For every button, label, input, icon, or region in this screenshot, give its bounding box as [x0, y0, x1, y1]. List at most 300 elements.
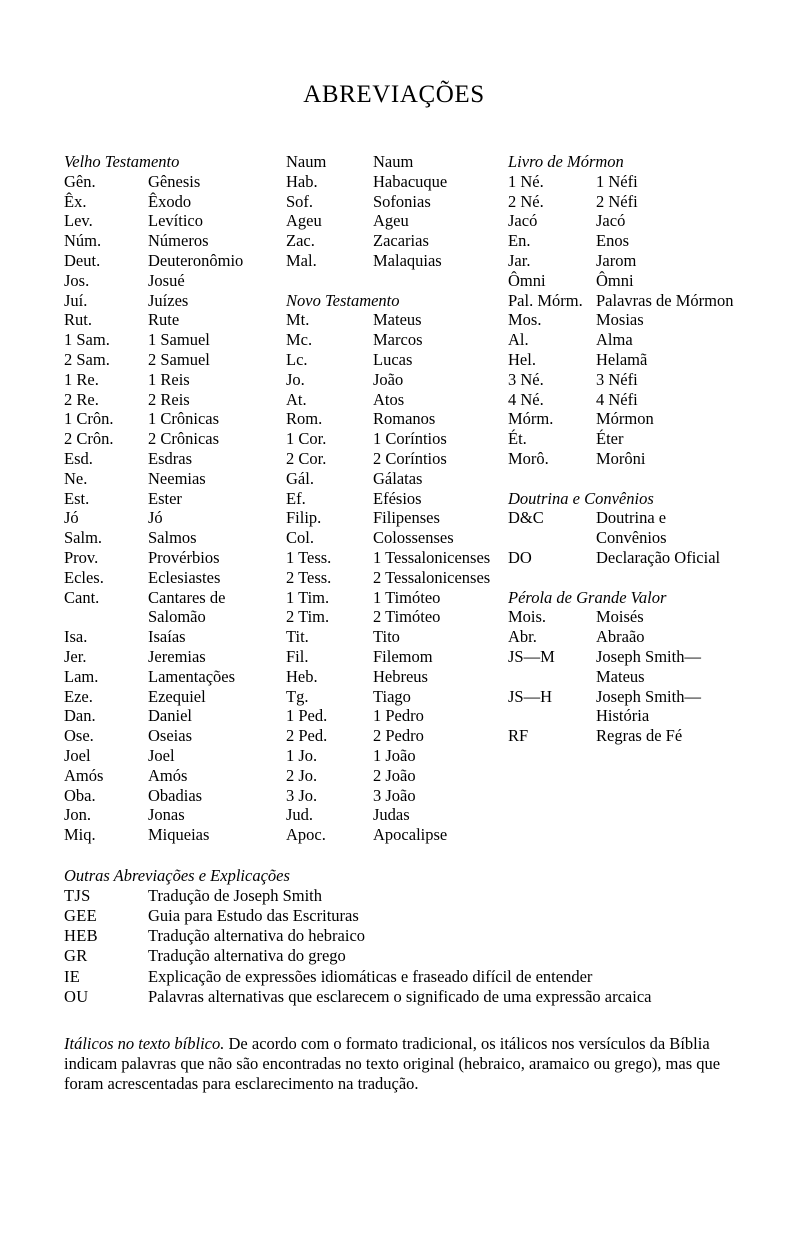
abbreviation-entry [64, 409, 286, 429]
abbreviation-short: 2 Tim. [286, 607, 330, 627]
abbreviation-short: Fil. [286, 646, 309, 666]
abbreviation-entry [286, 211, 508, 231]
abbreviation-full: Naum [373, 152, 414, 171]
abbreviation-entry [508, 251, 738, 271]
abbreviation-entry [64, 687, 286, 707]
abbreviation-short: Cant. [64, 587, 100, 607]
abbreviation-full: 1 Samuel [148, 330, 210, 350]
abbreviation-entry [508, 607, 738, 627]
abbreviation-full: Mórmon [596, 409, 654, 429]
abbreviation-entry [286, 687, 508, 707]
abbreviation-full: 1 João [373, 745, 416, 765]
abbreviation-entry [64, 508, 286, 528]
other-abbreviation-full: Palavras alternativas que esclarecem o significado de uma expressão arcaica [148, 986, 652, 1006]
abbreviation-short: Eze. [64, 686, 93, 706]
abbreviation-full: 2 Coríntios [373, 448, 447, 468]
other-abbreviation-full: Guia para Estudo das Escrituras [148, 906, 359, 925]
abbreviation-short: Naum [286, 152, 327, 171]
abbreviation-short: Apoc. [286, 825, 326, 845]
abbreviation-full: Regras de Fé [596, 726, 683, 746]
abbreviation-short: RF [508, 726, 529, 746]
abbreviation-full: Moisés [596, 607, 644, 627]
section-heading: Pérola de Grande Valor [508, 587, 667, 607]
other-abbreviation-short: OU [64, 986, 89, 1006]
abbreviation-entry [508, 211, 738, 231]
abbreviation-full: Morôni [596, 448, 646, 468]
abbreviation-full: Amós [148, 765, 188, 785]
abbreviation-entry [286, 786, 508, 806]
abbreviation-full: Joseph Smith—História [596, 686, 701, 726]
abbreviation-entry [508, 627, 738, 647]
abbreviation-short: Miq. [64, 825, 96, 845]
abbreviation-short: 3 Jo. [286, 785, 318, 805]
abbreviation-full: Cantares de Salomão [148, 587, 226, 627]
abbreviation-short: Pal. Mórm. [508, 290, 583, 310]
abbreviation-short: Ecles. [64, 567, 104, 587]
abbreviation-short: Jar. [508, 250, 531, 270]
abbreviation-full: 2 Crônicas [148, 429, 220, 449]
abbreviation-short: Mc. [286, 330, 313, 350]
abbreviation-entry [64, 469, 286, 489]
abbreviation-entry [286, 429, 508, 449]
abbreviation-entry [286, 330, 508, 350]
abbreviation-entry [286, 548, 508, 568]
abbreviation-entry [64, 231, 286, 251]
abbreviation-entry [508, 370, 738, 390]
abbreviation-full: 3 Néfi [596, 369, 638, 389]
abbreviation-full: Ômni [596, 270, 634, 290]
abbreviation-entry [64, 805, 286, 825]
abbreviation-entry [286, 350, 508, 370]
abbreviation-full: Tiago [373, 686, 411, 706]
abbreviation-entry [286, 310, 508, 330]
abbreviation-entry [64, 192, 286, 212]
other-abbreviations-heading: Outras Abreviações e Explicações [64, 866, 290, 885]
abbreviation-entry [64, 291, 286, 311]
abbreviation-short: Sof. [286, 191, 314, 211]
italics-note-body: De acordo com o formato tradicional, os itálicos nos versículos da Bíblia indicam palavras que não são encontradas no texto original (hebraico, aramaico ou grego), mas que foram acrescentadas para esclarecimento na tradução. [64, 1033, 721, 1094]
abbreviation-full: Tito [373, 627, 400, 647]
abbreviation-full: Hebreus [373, 666, 428, 686]
abbreviation-entry [64, 370, 286, 390]
abbreviation-entry [286, 192, 508, 212]
abbreviation-short: Isa. [64, 627, 88, 647]
abbreviation-short: Jon. [64, 805, 92, 825]
abbreviation-entry [508, 429, 738, 449]
abbreviation-entry [64, 706, 286, 726]
abbreviation-short: 1 Tim. [286, 587, 330, 607]
abbreviation-full: Oseias [148, 726, 192, 746]
abbreviation-short: JS—M [508, 646, 555, 666]
abbreviation-short: Jer. [64, 646, 87, 666]
abbreviation-short: Ef. [286, 488, 306, 508]
abbreviation-short: 1 Re. [64, 369, 99, 389]
abbreviation-short: 2 Cor. [286, 448, 327, 468]
abbreviation-full: Lamentações [148, 666, 236, 686]
abbreviation-full: Sofonias [373, 191, 431, 211]
abbreviation-short: Esd. [64, 448, 93, 468]
abbreviation-short: Gên. [64, 171, 96, 191]
abbreviation-entry [64, 390, 286, 410]
abbreviation-entry [286, 568, 508, 588]
italics-note-lead: Itálicos no texto bíblico. [64, 1033, 225, 1053]
abbreviation-short: 2 Tess. [286, 567, 332, 587]
abbreviation-full: Jeremias [148, 646, 206, 666]
abbreviation-full: João [373, 369, 404, 389]
abbreviation-short: 1 Crôn. [64, 409, 114, 429]
abbreviation-short: Gál. [286, 468, 314, 488]
abbreviation-entry [64, 588, 286, 628]
italics-note [64, 1034, 724, 1095]
abbreviation-entry [64, 330, 286, 350]
abbreviation-short: Ose. [64, 726, 94, 746]
abbreviation-entry [508, 310, 738, 330]
abbreviation-short: Lc. [286, 349, 308, 369]
abbreviation-full: Mateus [373, 310, 422, 330]
other-abbreviations-block [64, 866, 732, 1007]
abbreviation-full: 2 Néfi [596, 191, 638, 211]
abbreviation-full: Colossenses [373, 528, 454, 548]
abbreviation-entry [64, 667, 286, 687]
abbreviation-full: Ester [148, 488, 182, 508]
abbreviation-full: Marcos [373, 330, 423, 350]
abbreviation-entry [64, 786, 286, 806]
other-abbreviation-short: IE [64, 966, 81, 986]
abbreviation-entry [508, 271, 738, 291]
abbreviation-full: Juízes [148, 290, 189, 310]
abbreviation-short: Mórm. [508, 409, 554, 429]
abbreviation-short: 1 Sam. [64, 330, 110, 350]
other-abbreviation-short: TJS [64, 885, 91, 905]
other-abbreviation-entry [64, 987, 732, 1007]
other-abbreviation-entry [64, 946, 732, 966]
abbreviation-short: 2 Ped. [286, 726, 328, 746]
abbreviation-short: Heb. [286, 666, 318, 686]
abbreviation-short: Abr. [508, 627, 537, 647]
other-abbreviation-full: Tradução alternativa do hebraico [148, 926, 366, 946]
abbreviation-full: Doutrina e Convênios [596, 508, 667, 548]
abbreviation-short: 3 Né. [508, 369, 544, 389]
abbreviation-entry [508, 647, 738, 687]
abbreviation-short: Jacó [508, 211, 538, 231]
abbreviation-short: 1 Jo. [286, 745, 318, 765]
abbreviation-full: 2 Samuel [148, 349, 210, 369]
abbreviation-full: Obadias [148, 785, 203, 805]
abbreviation-short: Rom. [286, 409, 323, 429]
abbreviation-entry [286, 390, 508, 410]
abbreviation-entry [508, 508, 738, 548]
abbreviation-entry [64, 746, 286, 766]
abbreviation-short: 1 Tess. [286, 547, 332, 567]
abbreviation-short: D&C [508, 508, 544, 528]
abbreviation-short: 2 Crôn. [64, 429, 114, 449]
abbreviation-short: Mos. [508, 310, 542, 330]
abbreviation-entry [508, 291, 738, 311]
abbreviation-short: Salm. [64, 528, 103, 548]
abbreviation-short: En. [508, 231, 531, 251]
abbreviation-full: Miqueias [148, 825, 210, 845]
section-spacer [508, 568, 738, 588]
abbreviation-short: 4 Né. [508, 389, 544, 409]
abbreviation-short: Amós [64, 765, 104, 785]
abbreviation-full: Jó [148, 508, 163, 528]
abbreviation-full: Êxodo [148, 191, 192, 211]
abbreviation-short: Dan. [64, 706, 96, 726]
abbreviation-entry [286, 766, 508, 786]
abbreviation-full: Eclesiastes [148, 567, 221, 587]
abbreviation-full: Habacuque [373, 171, 448, 191]
abbreviation-full: Éter [596, 429, 624, 449]
abbreviation-full: Josué [148, 270, 185, 290]
abbreviation-entry [64, 627, 286, 647]
abbreviation-short: Tg. [286, 686, 309, 706]
abbreviation-entry [286, 231, 508, 251]
abbreviation-entry [64, 271, 286, 291]
abbreviation-entry [286, 469, 508, 489]
abbreviation-full: 2 Pedro [373, 726, 424, 746]
abbreviation-full: Lucas [373, 349, 413, 369]
abbreviation-full: Deuteronômio [148, 250, 244, 270]
abbreviation-full: Rute [148, 310, 180, 330]
abbreviation-entry [64, 251, 286, 271]
abbreviation-short: JS—H [508, 686, 553, 706]
abbreviation-full: Jarom [596, 250, 637, 270]
page-title: ABREVIAÇÕES [303, 81, 485, 108]
abbreviation-entry [286, 825, 508, 845]
section-heading: Livro de Mórmon [508, 152, 624, 171]
abbreviation-short: At. [286, 389, 307, 409]
abbreviation-full: Números [148, 231, 209, 251]
other-abbreviation-short: HEB [64, 926, 98, 946]
abbreviation-entry [508, 449, 738, 469]
other-abbreviation-full: Tradução alternativa do grego [148, 946, 346, 966]
abbreviation-full: Apocalipse [373, 825, 448, 845]
abbreviation-full: 4 Néfi [596, 389, 638, 409]
abbreviation-full: Enos [596, 231, 629, 251]
abbreviation-short: Mt. [286, 310, 310, 330]
abbreviation-full: Jonas [148, 805, 185, 825]
other-abbreviation-entry [64, 886, 732, 906]
abbreviation-entry [286, 528, 508, 548]
abbreviation-entry [508, 687, 738, 727]
abbreviation-full: Alma [596, 330, 633, 350]
abbreviation-short: 1 Ped. [286, 706, 328, 726]
abbreviation-short: Rut. [64, 310, 92, 330]
abbreviation-short: Jo. [286, 369, 305, 389]
abbreviation-short: Lam. [64, 666, 99, 686]
abbreviation-short: Jud. [286, 805, 314, 825]
abbreviation-full: Ageu [373, 211, 409, 231]
abbreviation-short: Ét. [508, 429, 527, 449]
abbreviation-short: Morô. [508, 448, 549, 468]
abbreviation-entry [64, 310, 286, 330]
section-spacer [286, 271, 508, 291]
abbreviation-entry [508, 390, 738, 410]
abbreviation-entry [286, 449, 508, 469]
abbreviation-entry [286, 152, 508, 172]
abbreviation-entry [64, 647, 286, 667]
section-heading: Doutrina e Convênios [508, 488, 654, 508]
abbreviation-full: 1 Reis [148, 369, 190, 389]
abbreviation-short: Jos. [64, 270, 90, 290]
abbreviation-full: Romanos [373, 409, 436, 429]
abbreviation-entry [286, 726, 508, 746]
section-spacer [508, 469, 738, 489]
abbreviation-full: Daniel [148, 706, 192, 726]
abbreviation-full: 1 Tessalonicenses [373, 547, 491, 567]
abbreviation-entry [508, 726, 738, 746]
abbreviation-entry [286, 588, 508, 608]
abbreviation-entry [64, 825, 286, 845]
abbreviation-short: Ômni [508, 270, 546, 290]
abbreviation-entry [508, 548, 738, 568]
other-abbreviations-list [64, 886, 732, 1007]
abbreviation-full: 1 Coríntios [373, 429, 447, 449]
abbreviation-entry [508, 330, 738, 350]
abbreviation-entry [286, 409, 508, 429]
abbreviation-full: 2 Timóteo [373, 607, 441, 627]
abbreviation-short: Joel [64, 745, 91, 765]
abbreviation-entry [286, 508, 508, 528]
abbreviation-entry [286, 489, 508, 509]
abbreviation-full: Joel [148, 745, 175, 765]
abbreviation-full: Jacó [596, 211, 626, 231]
abbreviation-entry [64, 528, 286, 548]
abbreviation-full: 1 Crônicas [148, 409, 220, 429]
abbreviation-short: Juí. [64, 290, 88, 310]
abbreviation-full: 2 João [373, 765, 416, 785]
other-abbreviation-short: GEE [64, 906, 97, 925]
abbreviation-short: Zac. [286, 231, 315, 251]
abbreviation-full: 3 João [373, 785, 416, 805]
abbreviation-short: DO [508, 547, 532, 567]
abbreviation-entry [508, 231, 738, 251]
abbreviation-full: Zacarias [373, 231, 429, 251]
abbreviation-full: Mosias [596, 310, 644, 330]
abbreviation-short: 1 Né. [508, 171, 544, 191]
abbreviation-full: Neemias [148, 468, 206, 488]
abbreviation-entry [286, 805, 508, 825]
abbreviation-full: Levítico [148, 211, 203, 231]
abbreviation-entry [286, 667, 508, 687]
other-abbreviation-entry [64, 967, 732, 987]
abbreviation-full: 2 Reis [148, 389, 190, 409]
abbreviation-full: Isaías [148, 627, 186, 647]
abbreviation-full: Palavras de Mórmon [596, 290, 734, 310]
column-new-testament [286, 152, 508, 845]
other-abbreviation-entry [64, 906, 732, 926]
abbreviation-entry [64, 766, 286, 786]
abbreviation-full: 1 Néfi [596, 171, 638, 191]
abbreviation-short: Filip. [286, 508, 322, 528]
abbreviation-short: 2 Jo. [286, 765, 318, 785]
abbreviation-short: 1 Cor. [286, 429, 327, 449]
abbreviation-short: Est. [64, 488, 90, 508]
abbreviation-short: Ne. [64, 468, 88, 488]
abbreviation-entry [508, 192, 738, 212]
abbreviation-entry [64, 568, 286, 588]
abbreviation-entry [286, 647, 508, 667]
abbreviation-full: Abraão [596, 627, 645, 647]
abbreviation-full: Ezequiel [148, 686, 206, 706]
abbreviation-entry [286, 251, 508, 271]
abbreviation-short: Deut. [64, 250, 101, 270]
abbreviation-entry [64, 211, 286, 231]
abbreviation-entry [286, 370, 508, 390]
abbreviation-full: Salmos [148, 528, 197, 548]
abbreviation-full: Gênesis [148, 171, 201, 191]
abbreviation-short: Ageu [286, 211, 322, 231]
abbreviation-short: Oba. [64, 785, 96, 805]
abbreviation-short: 2 Né. [508, 191, 544, 211]
abbreviation-short: Mois. [508, 607, 547, 627]
abbreviation-full: Gálatas [373, 468, 423, 488]
column-old-testament [64, 152, 286, 845]
abbreviation-full: Joseph Smith—Mateus [596, 646, 701, 686]
abbreviation-short: Hel. [508, 349, 536, 369]
abbreviation-short: Mal. [286, 250, 317, 270]
abbreviation-entry [286, 172, 508, 192]
abbreviation-short: 2 Sam. [64, 349, 110, 369]
column-restoration-scriptures [508, 152, 738, 746]
abbreviation-short: Lev. [64, 211, 93, 231]
abbreviation-short: Hab. [286, 171, 318, 191]
abbreviation-full: Provérbios [148, 547, 220, 567]
section-heading: Novo Testamento [286, 290, 400, 310]
abbreviation-entry [64, 429, 286, 449]
abbreviation-entry [508, 350, 738, 370]
abbreviation-entry [286, 706, 508, 726]
abbreviation-full: Atos [373, 389, 405, 409]
abbreviation-full: Efésios [373, 488, 422, 508]
other-abbreviation-full: Explicação de expressões idiomáticas e fraseado difícil de entender [148, 966, 593, 986]
abbreviation-full: Esdras [148, 448, 192, 468]
abbreviation-short: Núm. [64, 231, 102, 251]
abbreviation-full: 1 Pedro [373, 706, 424, 726]
abbreviation-entry [286, 607, 508, 627]
abbreviation-short: Êx. [64, 191, 87, 211]
abbreviation-full: 2 Tessalonicenses [373, 567, 491, 587]
abbreviation-entry [64, 726, 286, 746]
abbreviation-short: Col. [286, 528, 314, 548]
abbreviation-full: Filipenses [373, 508, 440, 528]
abbreviation-short: Prov. [64, 547, 99, 567]
abbreviation-full: Declaração Oficial [596, 547, 721, 567]
abbreviation-short: Al. [508, 330, 529, 350]
abbreviation-full: Judas [373, 805, 410, 825]
abbreviation-short: Tit. [286, 627, 309, 647]
abbreviation-entry [64, 449, 286, 469]
abbreviation-entry [286, 627, 508, 647]
abbreviation-entry [64, 350, 286, 370]
abbreviation-entry [508, 409, 738, 429]
abbreviation-short: 2 Re. [64, 389, 99, 409]
abbreviation-entry [508, 172, 738, 192]
section-heading: Velho Testamento [64, 152, 180, 171]
other-abbreviation-full: Tradução de Joseph Smith [148, 885, 323, 905]
abbreviation-short: Jó [64, 508, 79, 528]
abbreviation-entry [64, 489, 286, 509]
abbreviation-full: 1 Timóteo [373, 587, 441, 607]
other-abbreviation-entry [64, 926, 732, 946]
abbreviation-entry [64, 172, 286, 192]
abbreviation-full: Filemom [373, 646, 433, 666]
abbreviation-entry [64, 548, 286, 568]
abbreviation-entry [286, 746, 508, 766]
other-abbreviation-short: GR [64, 946, 88, 966]
abbreviation-full: Malaquias [373, 250, 442, 270]
abbreviation-full: Helamã [596, 349, 648, 369]
